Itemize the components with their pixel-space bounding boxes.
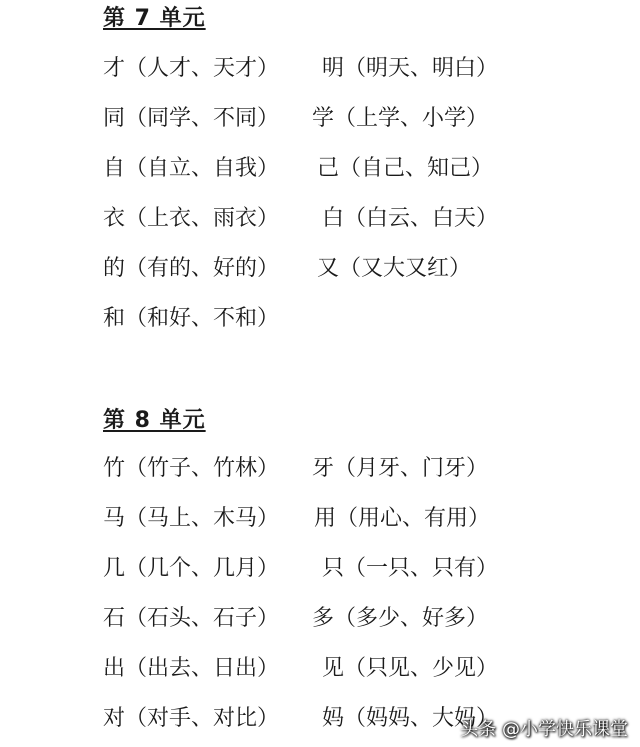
unit-7-title: 第 7 单元 bbox=[103, 6, 206, 31]
word-entry: 只（一只、只有） bbox=[322, 556, 499, 581]
word-entry: 学（上学、小学） bbox=[312, 106, 489, 131]
word-entry: 竹（竹子、竹林） bbox=[103, 456, 280, 481]
word-entry: 己（自己、知己） bbox=[317, 156, 494, 181]
word-entry: 衣（上衣、雨衣） bbox=[103, 206, 280, 231]
word-entry: 同（同学、不同） bbox=[103, 106, 280, 131]
word-entry: 见（只见、少见） bbox=[322, 656, 499, 681]
word-entry: 妈（妈妈、大妈） bbox=[322, 706, 499, 731]
word-entry: 才（人才、天才） bbox=[103, 56, 280, 81]
word-entry: 几（几个、几月） bbox=[103, 556, 280, 581]
watermark: 头条 @小学快乐课堂 bbox=[460, 719, 628, 740]
word-entry: 用（用心、有用） bbox=[314, 506, 491, 531]
word-entry: 自（自立、自我） bbox=[103, 156, 280, 181]
word-entry: 马（马上、木马） bbox=[103, 506, 280, 531]
word-entry: 又（又大又红） bbox=[317, 256, 472, 281]
word-entry: 的（有的、好的） bbox=[103, 256, 280, 281]
word-entry: 出（出去、日出） bbox=[103, 656, 280, 681]
unit-8-title: 第 8 单元 bbox=[103, 408, 206, 433]
word-entry: 对（对手、对比） bbox=[103, 706, 280, 731]
word-entry: 白（白云、白天） bbox=[322, 206, 499, 231]
word-entry: 石（石头、石子） bbox=[103, 606, 280, 631]
word-entry: 多（多少、好多） bbox=[312, 606, 489, 631]
word-entry: 和（和好、不和） bbox=[103, 306, 280, 331]
word-entry: 明（明天、明白） bbox=[322, 56, 499, 81]
word-entry: 牙（月牙、门牙） bbox=[312, 456, 489, 481]
